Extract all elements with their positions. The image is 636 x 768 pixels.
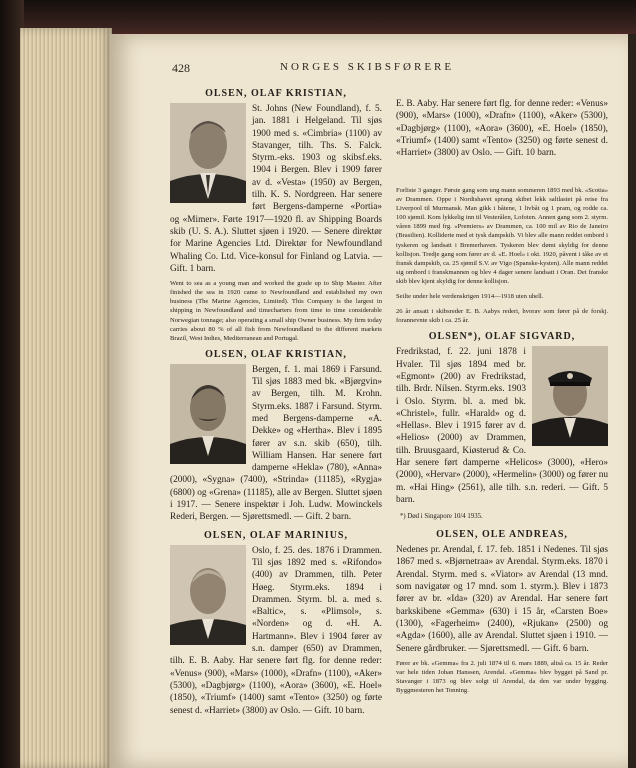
page-header (110, 61, 628, 81)
portrait-photo (532, 346, 608, 446)
entry-note: 26 år ansatt i skibsreder E. B. Aabys rederi, hvorav som fører på de forskj. forannevnte skib i ca. 25 år. (396, 308, 608, 325)
entry-olaf-kristian-st-johns (170, 88, 382, 343)
entry-olaf-marinius (170, 529, 382, 716)
entry-body: Nedenes pr. Arendal, f. 17. feb. 1851 i Nedenes. Til sjøs 1867 med s. «Bjørnetraa» av Arendal. Styrm.eks. 1870 i Arendal. Styrm. med s. «Viator» av Arendal (13 mnd. som navigatør og 17 mnd. som 1. styrm.). Blev i 1873 fører av br. «Ida» (320) av Arendal. Har senere ført barkskibene «Gemma» (630) i 15 år, «Carsten Boe» (1300), «Fagerheim» (2400), «Rjukan» (2500) og «Agda» (1600), alle av Arendal. Sluttet sjøen i 1910. — Senere gårdbruker. — Sjørettsmedl. — Gift. 6 barn. (396, 545, 608, 654)
entry-body: Bergen, f. 1. mai 1869 i Farsund. Til sjøs 1883 med bk. «Bjørgvin» av Bergen, tilh. M. Krohn. Styrm.eks. 1887 i Farsund. Styrm. med Bergens-damperne «A. Dekke» og «Hertha». Blev i 1895 fører av s.n. skib (650), tilh. William Hansen. Har senere ført damperne «Hekla» (780), «Anna» (2000), «Sygna» (7400), «Strinda» (11185), «Rygja» (6800) og «Grena» (11185), alle av Bergen. Sluttet sjøen i 1917. — Senere inspektør i Joh. Ludw. Mowinckels Rederi, Bergen. — Sjørettsmedl. — Gift. 2 barn. (170, 364, 382, 523)
entry-note: Fører av bk. «Gemma» fra 2. juli 1874 til 6. mars 1889, altså ca. 15 år. Reder var hele tiden Johan Hanssen, Arendal. «Gemma» blev bygget på Sand pr. Stavanger i 1873 og blev solgt til Arendal, da den var under bygging. Byggmesteren het Tonning. (396, 659, 608, 695)
portrait-photo (170, 103, 246, 203)
entry-body: Oslo, f. 25. des. 1876 i Drammen. Til sjøs 1892 med s. «Rifondo» (400) av Drammen, tilh. Peter Høeg. Styrm.eks. 1894 i Drammen. Styrm. bl. a. med s. «Baltic», s. «Plimsol», s. «Norden» og d. «H. A. Hartmann». Blev i 1904 fører av s.n. damper (650) av Drammen, tilh. E. B. Aaby. Har senere ført flg. for denne reder: «Venus» (900), «Mars» (1000), «Drafn» (1100), «Aker» (5300), «Dagbjørg» (1100), «Aora» (3600), «E. Hoel» (1850), «Triumf» (1400) samt «Tento» (3250) og førte senest d. «Harriet» (3800) av Oslo. — Gift. 10 barn. (170, 545, 382, 716)
entry-note: Seilte under hele verdenskrigen 1914—1918 uten uhell. (396, 293, 544, 301)
entry-ole-andreas (396, 529, 608, 695)
portrait-photo (170, 545, 246, 645)
portrait-photo (170, 364, 246, 464)
running-title: NORGES SKIBSFØRERE (280, 61, 455, 73)
entry-olaf-sigvard (396, 331, 608, 521)
entry-olaf-kristian-bergen (170, 349, 382, 524)
entry-body: St. Johns (New Foundland), f. 5. jan. 1881 i Helgeland. Til sjøs 1900 med s. «Cimbria» (1100) av Stavanger, tilh. Ths. S. Falck. Styrm.-eks. 1903 og skibsf.eks. 1904 i Bergen. Blev i 1909 fører av d. «Vesta» (1950) av Bergen, tilh. K. S. Nordgreen. Har senere ført Bergens-damperne «Portia» og «Mimer». Førte 1917—1920 fl. av Shipping Boards skib (U. S. A.). Sluttet sjøen i 1920. — Senere direktør for Marine Agencies Ltd. Direktør for Newfoundland Whaling Co. Ltd. Vice-konsul for Finland og Latvia. — Gift. 1 barn. (170, 104, 382, 274)
page-stack-edges (20, 28, 112, 768)
entry-heading: OLSEN, OLAF KRISTIAN, (205, 348, 347, 360)
page-number: 428 (172, 61, 190, 75)
entry-heading: OLSEN, OLAF MARINIUS, (204, 529, 348, 541)
entry-note: Went to sea as a young man and worked the grade up to Ship Master. After finished the sea in 1920 came to Newfoundland and established my own business (The Marine Agencies, Limited). This Company is the largest in shipping in Newfoundland and timecharters from time to time considerable Norwegian tonnage; also operating a small ship Owner business. My firm today carries about 80 % of all fish from Newfoundland to the different markets Brazil, West Indies, Mediterranean and Portugal. (170, 280, 382, 342)
entry-body: Fredrikstad, f. 22. juni 1878 i Hvaler. Til sjøs 1894 med br. «Egmont» (200) av Fredrikstad, tilh. Brdr. Nilsen. Styrm.eks. 1903 i Oslo. Styrm. bl. a. med bk. «Christel», fullr. «Harald» og d. «Hellas». Blev i 1915 fører av d. «Helios» (2000) av Drammen, tilh. Bruusgaard, Kiøsterud & Co. Har senere ført damperne «Helicos» (3000), «Hero» (2000), «Hervar» (2000), «Hermelin» (3000) og fører nu m. «Hai Hing» (2561), alle tilh. s.n. rederi. — Gift. 5 barn. (396, 347, 608, 505)
entry-body-continued: E. B. Aaby. Har senere ført flg. for denne reder: «Venus» (900), «Mars» (1000), «Drafn» (1100), «Aker» (5300), «Dagbjørg» (1100), «Aora» (3600), «E. Hoel» (1850), «Triumf» (1400) samt «Tento» (3250) og førte senest d. «Harriet» (3800) av Oslo. — Gift. 10 barn. (396, 99, 608, 159)
entry-heading: OLSEN, OLE ANDREAS, (436, 529, 568, 541)
entry-heading: OLSEN, OLAF KRISTIAN, (205, 88, 347, 99)
entry-footnote: *) Død i Singapore 10/4 1935. (400, 513, 483, 521)
left-column (170, 86, 382, 716)
entry-heading: OLSEN*), OLAF SIGVARD, (428, 331, 576, 343)
book-page (110, 34, 628, 768)
entry-note: Forliste 3 ganger. Første gang som ung mann sommeren 1893 med bk. «Scotia» av Drammen. Oppe i Nordishavet sprang skibet lekk saltlastet på reise fra Liverpool til Murmansk. Man gikk i båtene, 1 livbåt og 1 pram, og rodde ca. 100 sjømil. Kom lykkelig inn til Vesterålen, Lofoten. Annen gang som 2. styrm. våren 1899 med frg. «Premiers» av Drammen, ca. 100 mil av Rio de Janeiro (Brasilien). Kolliderte med et tysk dampskib. Vi blev alle mann reddet ombord i tyskeren og landsatt i Bremerhaven. Tyskeren blev dømt skyldig for denne kollisjon. Tredje gang som fører av d. «E. Hoel» i okt. 1920, påvent i tåke av et fransk dampskib, ca. 25 sjømil S.V. av Vigo (Spanske-kysten). Alle mann reddet sig ombord i franskmannen og blev 4 dager senere landsatt i Oran. Det franske skib blev kjent skyldig for denne kollisjon. (396, 187, 608, 285)
right-column (396, 98, 608, 701)
